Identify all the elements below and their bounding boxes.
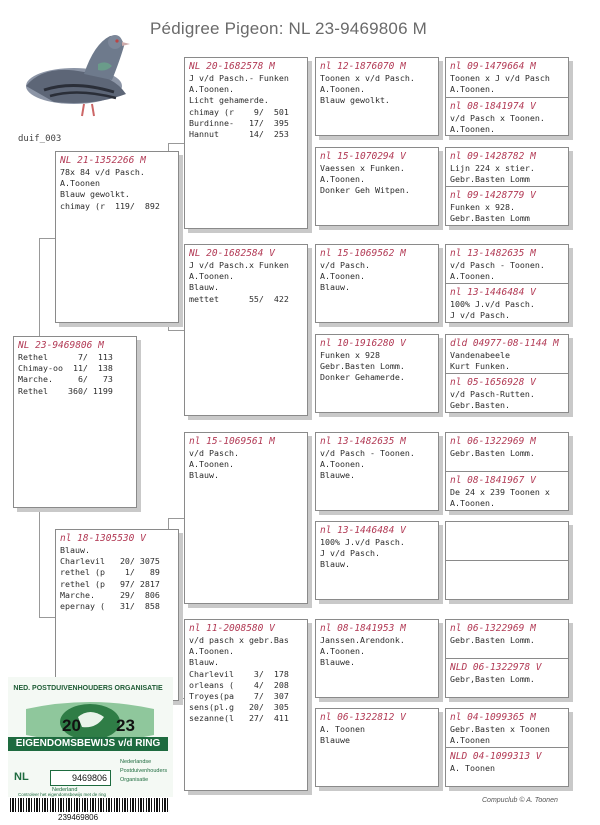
card-line: Blauw.	[320, 282, 350, 293]
connector-line	[168, 143, 184, 144]
pigeon-card-fmm	[315, 334, 439, 413]
card-line: sens(pl.g 20/ 305	[189, 702, 289, 713]
card-line: Licht gehamerde.	[189, 95, 269, 106]
pigeon-pair-card	[445, 147, 569, 226]
ring-number: NLD 04-1099313 V	[450, 751, 542, 762]
card-line: chimay (r 9/ 501	[189, 106, 289, 117]
card-line: Gebr.Basten Lomm	[450, 213, 530, 224]
card-line: v/d Pasch - Toonen.	[320, 448, 415, 458]
card-line: v/d Pasch.	[189, 448, 239, 458]
card-line: Blauwe.	[320, 657, 355, 668]
card-line: A.Toonen.	[450, 498, 495, 509]
card-line: Vaessen x Funken.	[320, 163, 405, 173]
card-line: Gebr.Basten.	[450, 400, 510, 411]
card-line: Rethel 7/ 113	[18, 352, 113, 362]
card-line: Marche. 29/ 806	[60, 589, 160, 600]
card-line: Gebr,Basten Lomm.	[450, 674, 535, 684]
card-line: orleans ( 4/ 208	[189, 679, 289, 690]
pigeon-pair-card	[445, 708, 569, 787]
card-line: A.Toonen.	[189, 271, 234, 282]
card-line: Blauw.	[189, 282, 219, 293]
ring-band-title: EIGENDOMSBEWIJS v/d RING	[8, 737, 168, 751]
card-line: A. Toonen	[450, 763, 495, 773]
ring-number: nl 15-1070294 V	[320, 151, 406, 162]
pigeon-photo	[14, 24, 134, 124]
card-line: Toonen x J v/d Pasch	[450, 73, 550, 83]
card-line: A.Toonen.	[320, 646, 365, 657]
card-line: v/d Pasch.	[320, 260, 370, 270]
ring-number: nl 08-1841967 V	[450, 475, 536, 486]
card-line: A.Toonen.	[450, 271, 495, 282]
card-line: Gebr.Basten x Toonen	[450, 724, 550, 734]
card-line: A.Toonen.	[189, 459, 234, 470]
pigeon-pair-card	[445, 57, 569, 136]
card-line: J v/d Pasch.- Funken	[189, 73, 289, 83]
card-line: Lijn 224 x stier.	[450, 163, 535, 173]
card-line: A.Toonen.	[320, 271, 365, 282]
divider	[446, 560, 568, 561]
card-line: Marche. 6/ 73	[18, 374, 113, 385]
card-line: 100% J.v/d Pasch.	[450, 299, 535, 309]
ring-number: nl 13-1482635 M	[450, 248, 536, 259]
card-line: A.Toonen.	[450, 84, 495, 95]
ring-number: nl 06-1322812 V	[320, 712, 406, 723]
barcode-number: 239469806	[58, 813, 99, 822]
card-line: Funken x 928.	[450, 202, 515, 212]
card-line: A. Toonen	[320, 724, 365, 734]
ring-number: NL 23-9469806 M	[18, 340, 104, 351]
card-line: Burdinne- 17/ 395	[189, 117, 289, 128]
ring-number: nl 15-1069562 M	[320, 248, 406, 259]
card-line: Donker Geh Witpen.	[320, 185, 410, 196]
pigeon-card-mfm	[315, 521, 439, 600]
card-line: mettet 55/ 422	[189, 293, 289, 304]
card-line: Blauwe	[320, 735, 350, 746]
card-line: Blauw.	[189, 657, 219, 668]
ring-legend-o: Organisatie	[120, 777, 149, 783]
ring-number: nl 05-1656928 V	[450, 377, 536, 388]
ring-number: nl 06-1322969 M	[450, 436, 536, 447]
ring-org-name: NED. POSTDUIVENHOUDERS ORGANISATIE	[13, 685, 163, 692]
card-line: A.Toonen	[60, 178, 100, 189]
pigeon-card-mmf	[315, 619, 439, 698]
ring-number: NL 21-1352266 M	[60, 155, 146, 166]
ring-year-right: 23	[116, 716, 135, 735]
ring-nederland: Nederland	[52, 787, 78, 793]
ring-number: nl 18-1305530 V	[60, 533, 146, 544]
pigeon-card-ffm	[315, 147, 439, 226]
card-line: A.Toonen.	[189, 646, 234, 657]
pigeon-pair-card	[445, 619, 569, 698]
connector-line	[168, 518, 184, 519]
ring-number: nl 15-1069561 M	[189, 436, 275, 447]
card-line: v/d pasch x gebr.Bas	[189, 635, 289, 645]
card-line: Blauwe.	[320, 470, 355, 481]
ring-number: nl 08-1841953 M	[320, 623, 406, 634]
card-line: Chimay-oo 11/ 138	[18, 363, 113, 374]
card-line: Vandenabeele	[450, 350, 510, 360]
connector-line	[39, 617, 56, 618]
card-line: Blauw.	[189, 470, 219, 481]
card-line: Blauw.	[60, 545, 90, 555]
card-line: Rethel 360/ 1199	[18, 385, 113, 396]
card-line: Troyes(pa 7/ 307	[189, 691, 289, 702]
card-line: v/d Pasch x Toonen.	[450, 113, 545, 123]
ring-country: NL	[14, 771, 29, 783]
card-line: Blauw.	[320, 559, 350, 570]
connector-line	[39, 238, 40, 339]
pigeon-card-mother	[55, 529, 179, 701]
card-line: A.Toonen.	[450, 124, 495, 135]
ring-number: nl 09-1428782 M	[450, 151, 536, 162]
ring-number: nl 09-1428779 V	[450, 190, 536, 201]
ring-number: dld 04977-08-1144 M	[450, 338, 559, 349]
card-line: v/d Pasch - Toonen.	[450, 260, 545, 270]
card-line: Janssen.Arendonk.	[320, 635, 405, 645]
pigeon-card-mm	[184, 619, 308, 791]
card-line: J v/d Pasch.	[320, 548, 380, 559]
ring-number: nl 13-1446484 V	[450, 287, 536, 298]
connector-line	[39, 238, 56, 239]
card-line: Gebr.Basten Lomm.	[450, 448, 535, 458]
card-line: Hannut 14/ 253	[189, 129, 289, 140]
card-line: A.Toonen.	[320, 174, 365, 185]
ring-number: NLD 06-1322978 V	[450, 662, 542, 673]
pigeon-card-fm	[184, 244, 308, 416]
pigeon-pair-card-empty	[445, 521, 569, 600]
ring-year-left: 20	[62, 716, 81, 735]
ring-number: nl 11-2008580 V	[189, 623, 275, 634]
connector-line	[39, 508, 40, 618]
card-line: J v/d Pasch.x Funken	[189, 260, 289, 270]
ring-number: nl 10-1916280 V	[320, 338, 406, 349]
card-line: Blauw gewolkt.	[60, 189, 130, 200]
pigeon-pair-card	[445, 334, 569, 413]
pigeon-pair-card	[445, 244, 569, 323]
ring-number: nl 12-1876070 M	[320, 61, 406, 72]
card-line: A.Toonen	[450, 735, 490, 746]
barcode	[10, 798, 170, 812]
card-line: A.Toonen.	[320, 84, 365, 95]
ring-number: NL 20-1682578 M	[189, 61, 275, 72]
pigeon-card-father	[55, 151, 179, 323]
card-line: Charlevil 3/ 178	[189, 668, 289, 679]
pigeon-card-mmm	[315, 708, 439, 787]
card-line: rethel (p 1/ 89	[60, 567, 160, 578]
ring-number: nl 06-1322969 M	[450, 623, 536, 634]
ring-number: nl 13-1446484 V	[320, 525, 406, 536]
card-line: Toonen x v/d Pasch.	[320, 73, 415, 83]
ring-number: nl 08-1841974 V	[450, 101, 536, 112]
pigeon-card-mf	[184, 432, 308, 604]
card-line: chimay (r 119/ 892	[60, 200, 160, 211]
ring-control-text: Controleer het eigendomsbewijs met de ring	[18, 792, 107, 797]
card-line: Gebr.Basten Lomm.	[450, 635, 535, 645]
card-line: J v/d Pasch.	[450, 310, 510, 321]
pigeon-card-fmf	[315, 244, 439, 323]
card-line: 78x 84 v/d Pasch.	[60, 167, 145, 177]
card-line: Donker Gehamerde.	[320, 372, 405, 383]
ring-legend-p: Postduivenhouders	[120, 768, 168, 774]
card-line: epernay ( 31/ 858	[60, 601, 160, 612]
card-line: Blauw gewolkt.	[320, 95, 390, 106]
ring-legend-n: Nederlandse	[120, 759, 152, 765]
pigeon-card-fff	[315, 57, 439, 136]
page-title: Pédigree Pigeon: NL 23-9469806 M	[150, 19, 428, 38]
card-line: A.Toonen.	[320, 459, 365, 470]
ring-number-field: 9469806	[50, 770, 111, 786]
ring-number: nl 09-1479664 M	[450, 61, 536, 72]
card-line: Funken x 928	[320, 350, 380, 360]
ring-number: nl 13-1482635 M	[320, 436, 406, 447]
card-line: v/d Pasch-Rutten.	[450, 389, 535, 399]
pigeon-card-ff	[184, 57, 308, 229]
card-line: rethel (p 97/ 2817	[60, 578, 160, 589]
pigeon-card-mff	[315, 432, 439, 511]
connector-line	[168, 330, 184, 331]
card-line: Charlevil 20/ 3075	[60, 556, 160, 567]
card-line: Kurt Funken.	[450, 361, 510, 372]
card-line: sezanne(l 27/ 411	[189, 713, 289, 724]
card-line: A.Toonen.	[189, 84, 234, 95]
card-line: 100% J.v/d Pasch.	[320, 537, 405, 547]
ring-number: nl 04-1099365 M	[450, 712, 536, 723]
footer-credit: Compuclub © A. Toonen	[482, 797, 558, 804]
card-line: Gebr.Basten Lomm.	[320, 361, 405, 372]
pigeon-card-main	[13, 336, 137, 508]
ring-number: NL 20-1682584 V	[189, 248, 275, 259]
pigeon-pair-card	[445, 432, 569, 511]
card-line: Gebr.Basten Lomm	[450, 174, 530, 185]
photo-label: duif_003	[18, 134, 62, 144]
card-line: De 24 x 239 Toonen x	[450, 487, 550, 497]
